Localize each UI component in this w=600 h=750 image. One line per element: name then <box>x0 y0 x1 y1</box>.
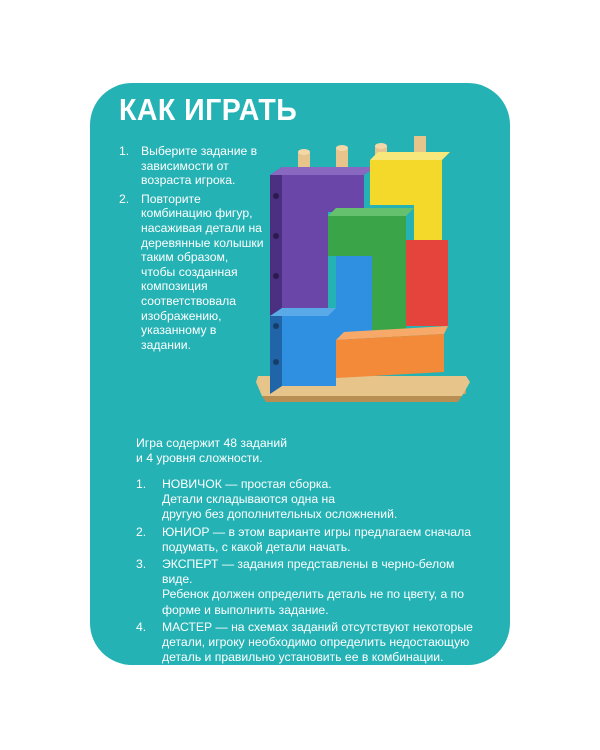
step-line: указанному в <box>141 323 217 338</box>
step-line: зависимости от <box>141 158 229 173</box>
step-line: задании. <box>141 337 191 352</box>
step-item <box>119 192 269 353</box>
step-number: 1. <box>119 144 130 158</box>
page-title: КАК ИГРАТЬ <box>119 92 298 127</box>
step-line: деревянные колышки <box>141 235 264 250</box>
yellow-block-top <box>370 152 450 160</box>
level-line: подумать, с какой детали начать. <box>162 539 351 554</box>
step-line: чтобы созданная <box>141 264 238 279</box>
level-line: ЭКСПЕРТ — задания представлены в черно-белом виде. <box>162 557 455 587</box>
green-block-top <box>328 208 414 216</box>
level-line: ЮНИОР — в этом варианте игры предлагаем сначала <box>162 524 471 539</box>
red-block <box>404 240 448 326</box>
peg-hole <box>273 233 279 239</box>
peg-hole <box>273 273 279 279</box>
level-item <box>136 477 486 523</box>
peg-hole <box>273 193 279 199</box>
step-line: Выберите задание в <box>141 144 258 158</box>
peg-hole <box>273 323 279 329</box>
info-line: Игра содержит 48 заданий <box>136 436 288 450</box>
info-line: и 4 уровня сложности. <box>136 451 263 465</box>
blue-block-side <box>270 308 282 394</box>
step-line: таким образом, <box>141 250 229 265</box>
step-line: возраста игрока. <box>141 173 236 188</box>
peg-top <box>336 145 348 151</box>
orange-block <box>336 334 444 378</box>
level-line: МАСТЕР — на схемах заданий отсутствуют некоторые <box>162 619 473 634</box>
level-line: НОВИЧОК — простая сборка. <box>162 477 332 491</box>
purple-block-top <box>270 167 376 175</box>
step-line: насаживая детали на <box>141 220 262 235</box>
step-line: соответствовала <box>141 293 237 308</box>
step-line: Повторите <box>141 191 201 206</box>
step-number: 2. <box>119 191 130 206</box>
level-line: Детали складываются одна на <box>162 492 336 507</box>
step-line: изображению, <box>141 308 222 323</box>
step-line: композиция <box>141 279 208 294</box>
level-number: 3. <box>136 557 147 572</box>
peg-hole <box>273 359 279 365</box>
level-item <box>136 525 486 555</box>
game-info <box>136 436 336 466</box>
puzzle-toy-illustration <box>248 136 478 416</box>
purple-block-side <box>270 167 282 316</box>
level-line: другую без дополнительных осложнений. <box>162 507 398 522</box>
wooden-base-edge <box>262 396 462 402</box>
steps-list <box>119 144 269 356</box>
peg-top <box>298 149 310 155</box>
level-line: детали, игроку необходимо определить недостающую <box>162 635 470 650</box>
level-line: деталь и правильно установить ее в комбинации. <box>162 650 444 665</box>
level-number: 1. <box>136 477 147 491</box>
level-item <box>136 620 486 666</box>
level-line: Ребенок должен определить деталь не по цвету, а по <box>162 587 465 602</box>
peg-top <box>375 143 387 149</box>
levels-list <box>136 477 486 667</box>
level-number: 4. <box>136 619 147 634</box>
level-line: форме и выполнить задание. <box>162 602 329 617</box>
peg <box>414 136 426 152</box>
step-line: комбинацию фигур, <box>141 206 253 221</box>
step-item <box>119 144 269 188</box>
level-item <box>136 557 486 618</box>
level-number: 2. <box>136 524 147 539</box>
